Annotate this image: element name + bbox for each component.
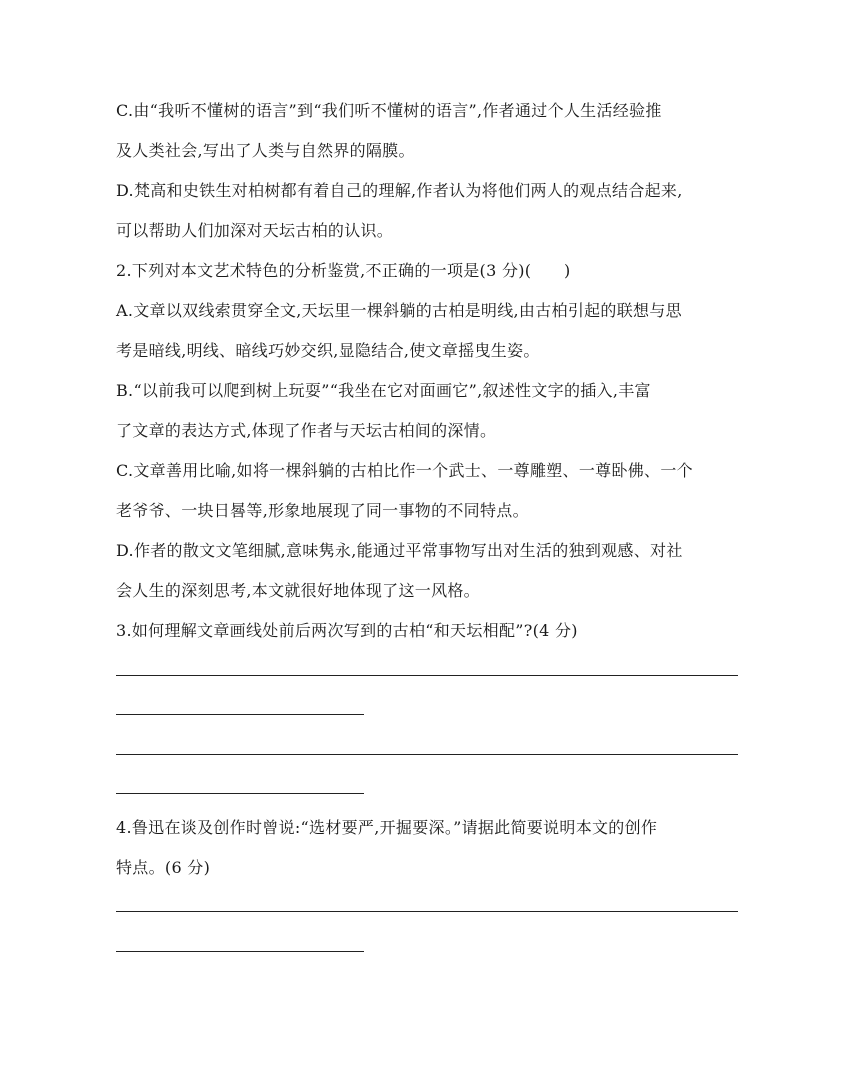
document-page — [116, 0, 740, 1092]
question-2-stem: 2.下列对本文艺术特色的分析鉴赏,不正确的一项是(3 分)( ) — [116, 261, 571, 280]
q1-option-c-line1: C.由“我听不懂树的语言”到“我们听不懂树的语言”,作者通过个人生活经验推 — [116, 101, 662, 120]
q2-option-d-line2: 会人生的深刻思考,本文就很好地体现了这一风格。 — [116, 581, 480, 600]
q2-option-b-line2: 了文章的表达方式,体现了作者与天坛古柏间的深情。 — [116, 421, 497, 440]
q1-option-d-line1: D.梵高和史铁生对柏树都有着自己的理解,作者认为将他们两人的观点结合起来, — [116, 181, 683, 200]
question-3-stem: 3.如何理解文章画线处前后两次写到的古柏“和天坛相配”?(4 分) — [116, 621, 578, 640]
q2-option-d-line1: D.作者的散文文笔细腻,意味隽永,能通过平常事物写出对生活的独到观感、对社 — [116, 541, 683, 560]
q1-option-d-line2: 可以帮助人们加深对天坛古柏的认识。 — [116, 221, 394, 240]
question-4-line1: 4.鲁迅在谈及创作时曾说:“选材要严,开掘要深。”请据此简要说明本文的创作 — [116, 818, 658, 837]
q3-answer-line-3[interactable] — [116, 754, 738, 755]
q3-answer-line-2[interactable] — [116, 714, 364, 715]
q1-option-c-line2: 及人类社会,写出了人类与自然界的隔膜。 — [116, 141, 415, 160]
question-4-line2: 特点。(6 分) — [116, 858, 211, 877]
q3-answer-line-1[interactable] — [116, 675, 738, 676]
q4-answer-line-1[interactable] — [116, 911, 738, 912]
q2-option-a-line1: A.文章以双线索贯穿全文,天坛里一棵斜躺的古柏是明线,由古柏引起的联想与思 — [116, 301, 682, 320]
q2-option-c-line1: C.文章善用比喻,如将一棵斜躺的古柏比作一个武士、一尊雕塑、一尊卧佛、一个 — [116, 461, 693, 480]
q2-option-a-line2: 考是暗线,明线、暗线巧妙交织,显隐结合,使文章摇曳生姿。 — [116, 341, 540, 360]
q2-option-b-line1: B.“以前我可以爬到树上玩耍”“我坐在它对面画它”,叙述性文字的插入,丰富 — [116, 381, 651, 400]
q2-option-c-line2: 老爷爷、一块日晷等,形象地展现了同一事物的不同特点。 — [116, 501, 529, 520]
q4-answer-line-2[interactable] — [116, 951, 364, 952]
q3-answer-line-4[interactable] — [116, 793, 364, 794]
